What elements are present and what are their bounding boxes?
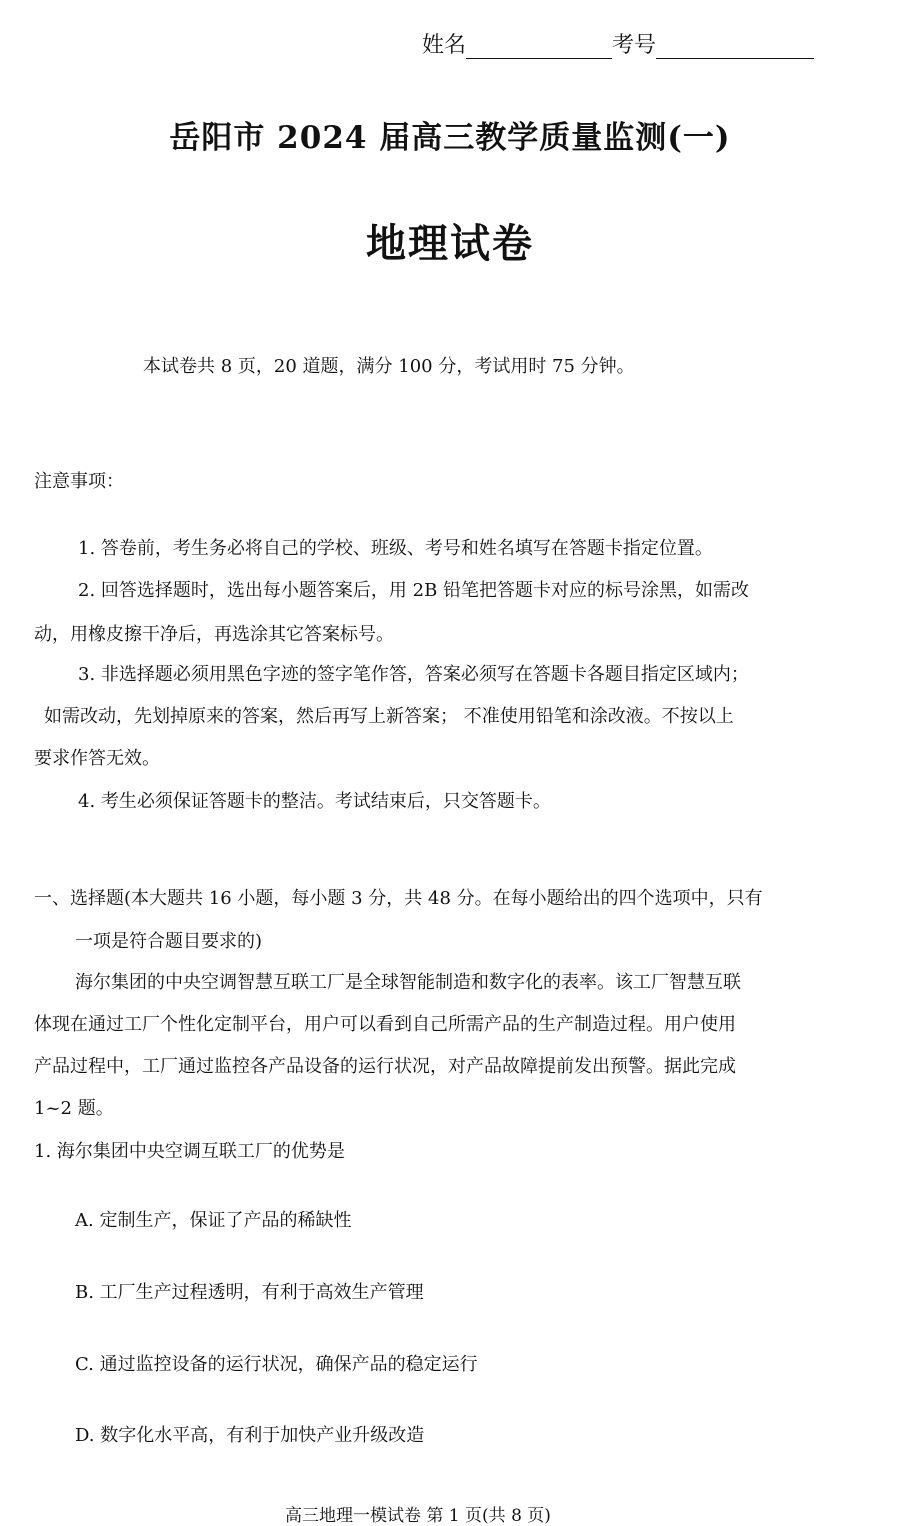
passage-line-1: 海尔集团的中央空调智慧互联工厂是全球智能制造和数字化的表率。该工厂智慧互联 — [75, 972, 741, 993]
notice-item-2-line-2: 动，用橡皮擦干净后，再选涂其它答案标号。 — [34, 624, 394, 645]
question-1-stem: 1. 海尔集团中央空调互联工厂的优势是 — [34, 1141, 345, 1162]
question-1-option-c: C. 通过监控设备的运行状况，确保产品的稳定运行 — [75, 1354, 478, 1375]
exam-number-label: 考号 — [612, 33, 657, 58]
exam-number-blank — [656, 32, 814, 59]
subject-title: 地理试卷 — [366, 220, 534, 267]
candidate-info-row — [422, 28, 814, 59]
passage-line-3: 产品过程中，工厂通过监控各产品设备的运行状况，对产品故障提前发出预警。据此完成 — [34, 1056, 736, 1077]
exam-title: 岳阳市 2024 届高三教学质量监测(一) — [169, 120, 731, 156]
passage-line-4: 1~2 题。 — [34, 1098, 114, 1119]
notice-heading: 注意事项： — [34, 471, 124, 492]
passage-line-2: 体现在通过工厂个性化定制平台，用户可以看到自己所需产品的生产制造过程。用户使用 — [34, 1014, 736, 1035]
section-1-heading-line-1: 一、选择题(本大题共 16 小题，每小题 3 分，共 48 分。在每小题给出的四个选项中，只有 — [34, 888, 763, 909]
page-footer: 高三地理一模试卷 第 1 页(共 8 页) — [285, 1506, 551, 1526]
notice-item-3-line-1: 3. 非选择题必须用黑色字迹的签字笔作答，答案必须写在答题卡各题目指定区域内； — [78, 664, 749, 685]
question-1-option-b: B. 工厂生产过程透明，有利于高效生产管理 — [75, 1282, 424, 1303]
name-blank — [466, 32, 612, 59]
notice-item-2-line-1: 2. 回答选择题时，选出每小题答案后，用 2B 铅笔把答题卡对应的标号涂黑，如需改 — [78, 580, 750, 601]
question-1-option-d: D. 数字化水平高，有利于加快产业升级改造 — [75, 1425, 425, 1446]
section-1-heading-line-2: 一项是符合题目要求的) — [75, 931, 263, 952]
name-label: 姓名 — [422, 33, 467, 58]
notice-item-3-line-3: 要求作答无效。 — [34, 748, 160, 769]
notice-item-3-line-2: 如需改动，先划掉原来的答案，然后再写上新答案； 不准使用铅笔和涂改液。不按以上 — [44, 706, 734, 727]
question-1-option-a: A. 定制生产，保证了产品的稀缺性 — [75, 1210, 352, 1231]
notice-item-1: 1. 答卷前，考生务必将自己的学校、班级、考号和姓名填写在答题卡指定位置。 — [78, 538, 713, 559]
notice-item-4: 4. 考生必须保证答题卡的整洁。考试结束后，只交答题卡。 — [78, 791, 551, 812]
exam-summary: 本试卷共 8 页，20 道题，满分 100 分，考试用时 75 分钟。 — [143, 356, 635, 377]
